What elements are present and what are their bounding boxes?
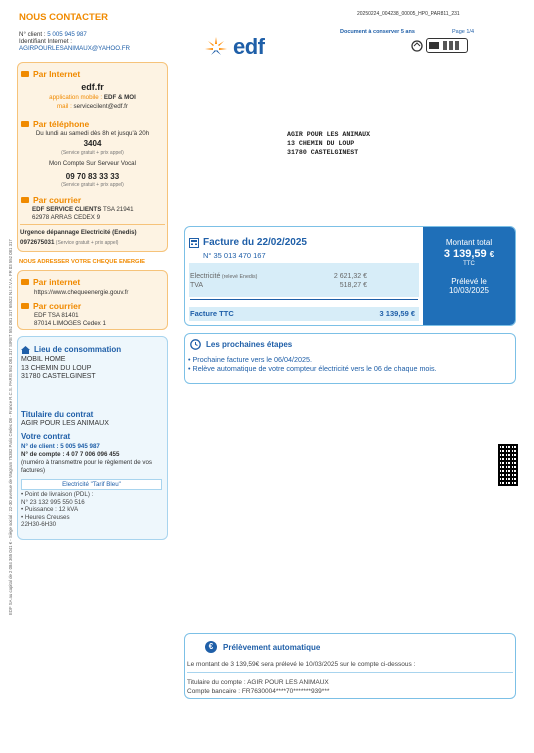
prelevement-title: Prélèvement automatique [223, 642, 321, 652]
pdl-value: N° 23 132 995 550 516 [21, 498, 85, 506]
titulaire-name: AGIR POUR LES ANIMAUX [21, 420, 109, 427]
legal-vertical-text: EDF SA au capital de 2 084 365 041 € - Siège social : 22-30 avenue de Wagram 75382 Paris Cedex 08 - France R.C.S. PARIS 552 081 317 SIRET 552 081 317 65522 N.I.T.V.A. FR 03 552 081 317 [8, 239, 13, 615]
cheque-courrier-heading [21, 301, 81, 311]
envelope-icon [21, 197, 29, 203]
cheque-internet-heading [21, 277, 80, 287]
phone-number-1[interactable]: 3404 [83, 139, 102, 148]
contrat-compte: N° de compte : 4 07 7 006 096 455 [21, 451, 120, 458]
edf-logo [203, 34, 265, 60]
mail-address-bold: EDF SERVICE CLIENTS [32, 206, 102, 213]
phone-note-2: (Service gratuit + prix appel) [61, 182, 124, 188]
invoice-row-elec-value: 2 621,32 € [333, 273, 367, 280]
amount-box [422, 238, 516, 295]
lieu-address [21, 356, 96, 382]
pdl-label: • Point de livraison (PDL) : [21, 491, 94, 498]
prelevement-titulaire: Titulaire du compte : AGIR POUR LES ANIMAUX [187, 679, 329, 686]
prelevement-heading [205, 641, 320, 653]
mail-label: mail : [57, 103, 74, 110]
doc-code: 20250224_004238_00005_HP0_PAR811_231 [357, 11, 460, 17]
invoice-divider [190, 299, 418, 300]
contrat-title: Votre contrat [21, 432, 71, 441]
contrat-client: N° de client : 5 005 945 987 [21, 443, 100, 450]
calculator-icon [189, 238, 199, 248]
triman-logo [426, 38, 468, 53]
contrat-note: (numéro à transmettre pour le règlement de vos factures) [21, 459, 153, 474]
keep-notice: Document à conserver 5 ans [340, 29, 415, 35]
clock-icon [190, 339, 201, 350]
euro-icon: € [205, 641, 217, 653]
invoice-row-tva-label: TVA [190, 282, 204, 289]
phone-note-1: (Service gratuit + prix appel) [61, 150, 124, 156]
mail-line [17, 103, 168, 110]
step-1: • Prochaine facture vers le 06/04/2025. [188, 355, 312, 364]
internet-id-value: AGIRPOURLESANIMAUX@YAHOO.FR [19, 45, 131, 52]
step-2: • Relève automatique de votre compteur électricité vers le 06 de chaque mois. [188, 364, 437, 373]
mail-heading [21, 195, 81, 205]
puissance: • Puissance : 12 kVA [21, 506, 79, 514]
phone-hours: Du lundi au samedi dès 8h et jusqu'à 20h [35, 130, 150, 137]
mail-address-2: 62978 ARRAS CEDEX 9 [32, 214, 101, 221]
invoice-row-elec-note: (relevé Enedis) [220, 274, 258, 280]
invoice-row-elec-label: Electricité [190, 273, 221, 280]
heures-creuses: • Heures Creuses [21, 513, 70, 521]
urgence-divider [20, 224, 165, 225]
lieu-title: Lieu de consommation [34, 345, 122, 354]
amount-value-line [422, 248, 516, 260]
recipient-address [287, 130, 370, 157]
cheque-internet-title: Par internet [33, 277, 81, 287]
invoice-title: Facture du 22/02/2025 [203, 237, 307, 248]
lieu-line-1: MOBIL HOME [21, 356, 66, 363]
lieu-line-3: 31780 CASTELGINEST [21, 373, 96, 380]
prelevement-divider [187, 672, 513, 673]
address-line-3: 31780 CASTELGINEST [287, 149, 359, 156]
page-number: Page 1/4 [452, 29, 475, 35]
address-line-1: AGIR POUR LES ANIMAUX [287, 131, 371, 138]
edf-wordmark: edf [233, 34, 265, 59]
internet-id-label: Identifiant Internet : [19, 38, 72, 45]
phone-heading [21, 119, 89, 129]
steps-title: Les prochaines étapes [206, 340, 293, 349]
cheque-courrier-2: 87014 LIMOGES Cedex 1 [34, 320, 106, 327]
edf-sun-icon [203, 35, 229, 59]
urgence-note: (Service gratuit + prix appel) [54, 240, 119, 246]
invoice-total-value: 3 139,59 € [379, 309, 415, 318]
address-line-2: 13 CHEMIN DU LOUP [287, 140, 355, 147]
lieu-line-2: 13 CHEMIN DU LOUP [21, 364, 92, 372]
computer-icon [21, 71, 29, 77]
amount-currency: € [489, 250, 495, 259]
cheque-courrier-1: EDF TSA 81401 [34, 312, 79, 319]
lieu-heading [21, 345, 121, 354]
edf-site[interactable]: edf.fr [81, 82, 104, 92]
mail-title: Par courrier [33, 195, 82, 205]
phone-title: Par téléphone [33, 119, 90, 129]
app-value: EDF & MOI [103, 94, 136, 101]
app-label: application mobile : [49, 94, 104, 101]
urgence-title: Urgence dépannage Electricité (Enedis) [20, 229, 137, 236]
recycle-logo [410, 39, 424, 51]
invoice-row-elec [190, 273, 367, 280]
mail-address-rest: TSA 21941 [101, 206, 134, 213]
client-number-label: N° client : [19, 31, 48, 38]
invoice-row-tva-value: 518,27 € [339, 282, 367, 289]
cheque-title: NOUS ADRESSER VOTRE CHEQUE ENERGIE [19, 259, 146, 265]
cheque-url[interactable]: https://www.chequeenergie.gouv.fr [34, 289, 129, 296]
heures-creuses-value: 22H30-6H30 [21, 521, 57, 529]
computer-icon-2 [21, 279, 29, 285]
invoice-lines-bg [189, 263, 419, 297]
app-line [17, 94, 168, 101]
prelevement-text: Le montant de 3 139,59€ sera prélevé le 10/03/2025 sur le compte ci-dessous : [187, 661, 416, 668]
client-number: 5 005 945 987 [47, 31, 87, 38]
titulaire-title: Titulaire du contrat [21, 410, 94, 419]
mail-value[interactable]: servicecilent@edf.fr [73, 103, 128, 110]
vocal-server: Mon Compte Sur Serveur Vocal [48, 160, 136, 167]
cheque-courrier-title: Par courrier [33, 301, 82, 311]
phone-number-2[interactable]: 09 70 83 33 33 [65, 172, 120, 181]
envelope-icon-2 [21, 303, 29, 309]
invoice-number: N° 35 013 470 167 [203, 251, 266, 260]
qr-code [498, 444, 518, 486]
preleve-label: Prélevé le [451, 277, 487, 286]
internet-title: Par Internet [33, 69, 81, 79]
amount-value: 3 139,59 [443, 248, 487, 260]
amount-label: Montant total [445, 238, 493, 247]
steps-heading [190, 339, 292, 350]
contact-title: NOUS CONTACTER [19, 12, 109, 23]
phone-icon [21, 121, 29, 127]
urgence-number[interactable]: 0972675031 [20, 239, 55, 246]
contract-details [21, 491, 93, 529]
prelevement-compte: Compte bancaire : FR7630004****70*******939*** [187, 688, 330, 695]
invoice-total-label: Facture TTC [190, 309, 234, 318]
internet-heading [21, 69, 80, 79]
contrat-offer: Electricité "Tarif Bleu" [21, 479, 162, 490]
amount-ttc: TTC [463, 261, 475, 267]
invoice-heading [189, 237, 307, 248]
mail-address-1 [32, 206, 134, 213]
invoice-row-tva [190, 282, 367, 289]
urgence-line [20, 239, 118, 246]
invoice-total [190, 309, 415, 318]
preleve-date: 10/03/2025 [448, 286, 490, 295]
house-icon [21, 346, 30, 354]
client-number-line [19, 31, 87, 38]
